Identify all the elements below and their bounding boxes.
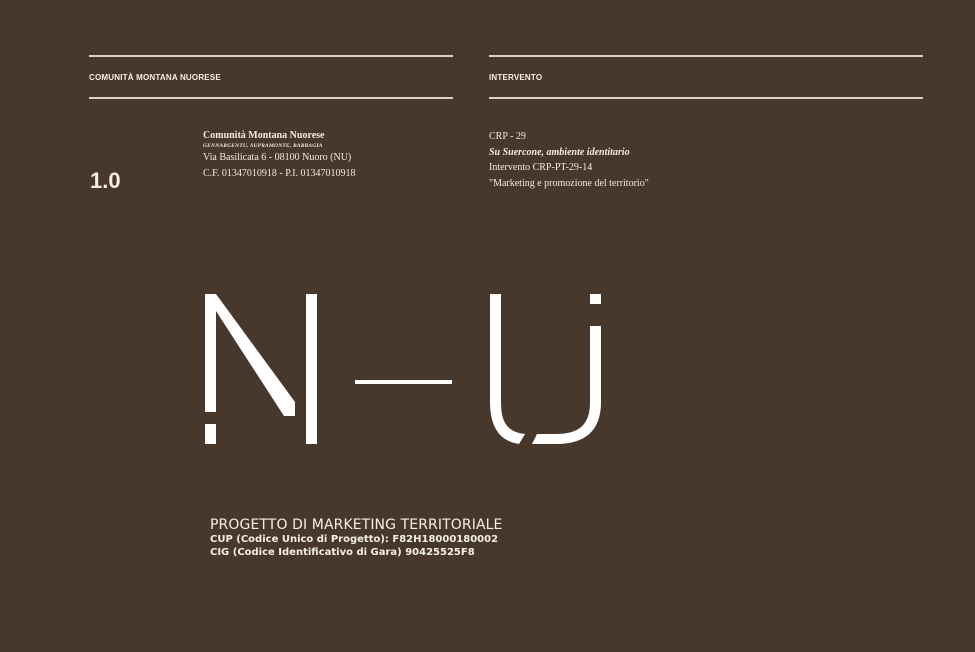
project-cup: CUP (Codice Unico di Progetto): F82H18000180002 xyxy=(210,534,499,545)
header-label-organization: COMUNITÀ MONTANA NUORESE xyxy=(89,73,221,82)
project-title: PROGETTO DI MARKETING TERRITORIALE xyxy=(210,517,503,533)
header-top-rule-right xyxy=(489,55,923,57)
header-bottom-rule-left xyxy=(89,97,453,99)
organization-name: Comunità Montana Nuorese xyxy=(203,130,325,141)
intervention-subject: "Marketing e promozione del territorio" xyxy=(489,177,649,189)
project-info xyxy=(210,517,502,559)
logo-u-left-arm xyxy=(490,294,525,444)
logo-n-left-stem-bottom xyxy=(205,424,216,444)
intervention-title: Su Suercone, ambiente identitario xyxy=(489,146,630,158)
organization-address: Via Basilicata 6 - 08100 Nuoro (NU) xyxy=(203,152,352,163)
header-bottom-rule-right xyxy=(489,97,923,99)
header-label-intervention: INTERVENTO xyxy=(489,73,543,82)
logo-n-diagonal xyxy=(205,294,295,416)
document-number: 1.0 xyxy=(90,168,121,193)
organization-tax-ids: C.F. 01347010918 - P.I. 01347010918 xyxy=(203,168,356,179)
intervention-code: CRP - 29 xyxy=(489,131,526,142)
logo-u-right-arm xyxy=(532,326,601,444)
logo-u-right-stem-top xyxy=(590,294,601,304)
organization-tagline: GENNARGENTU, SUPRAMONTE, BARBAGIA xyxy=(203,143,323,149)
nu-logo xyxy=(200,294,620,454)
header-top-rule-left xyxy=(89,55,453,57)
nu-logo-glyphs xyxy=(205,294,601,444)
intervention-info xyxy=(489,129,649,191)
logo-n-right-stem xyxy=(306,294,317,444)
project-cig: CIG (Codice Identificativo di Gara) 90425525F8 xyxy=(210,546,475,558)
organization-info xyxy=(203,129,356,180)
intervention-id: Intervento CRP-PT-29-14 xyxy=(489,162,593,173)
logo-dash xyxy=(355,380,452,384)
logo-n-left-stem-top xyxy=(205,294,216,412)
